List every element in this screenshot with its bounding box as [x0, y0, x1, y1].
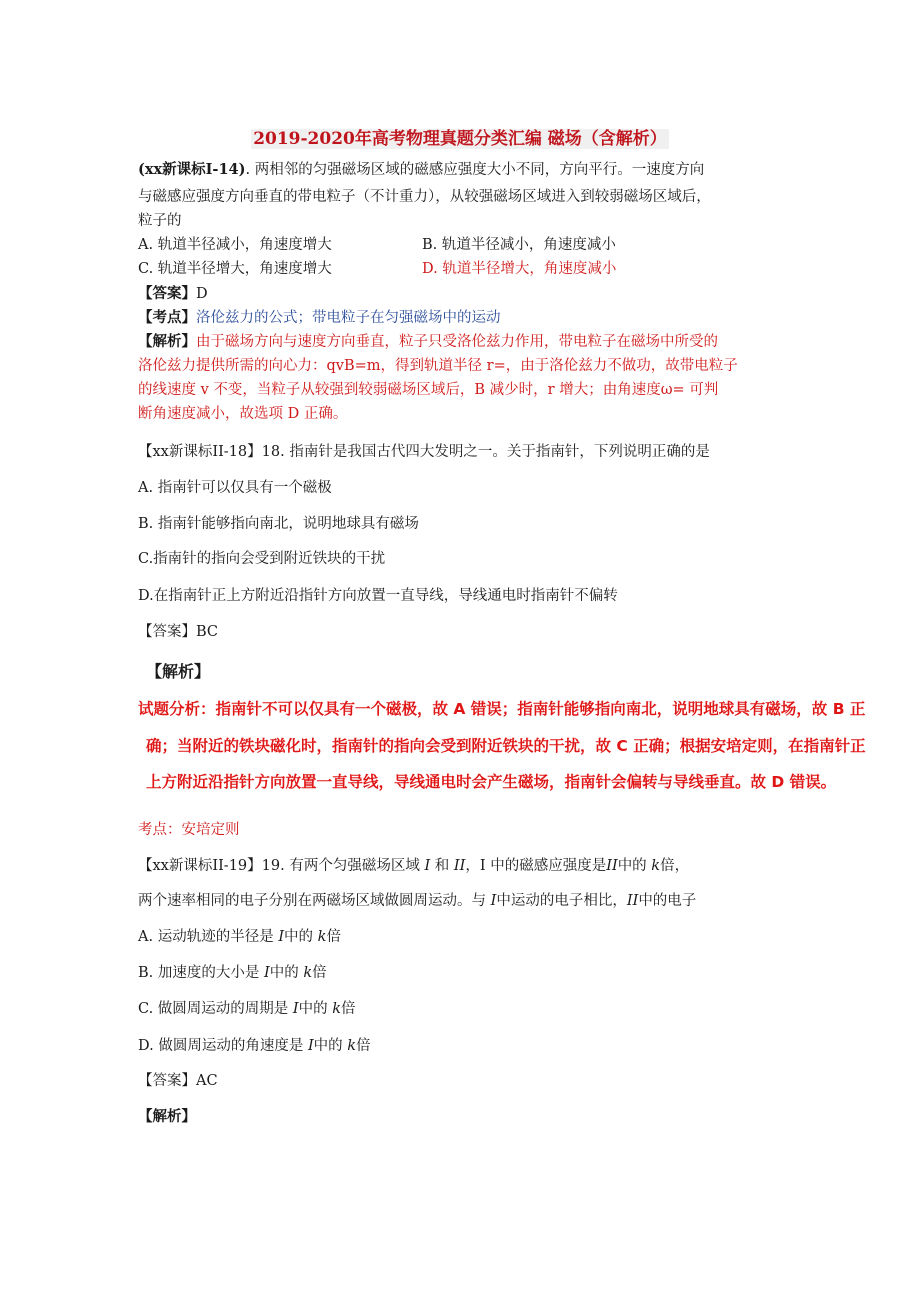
q1-option-a: A. 轨道半径减小，角速度增大 [138, 237, 332, 253]
q1-option-c: C. 轨道半径增大，角速度增大 [138, 261, 332, 277]
q2-analysis-label: 【解析】 [146, 662, 211, 681]
q1-option-b: B. 轨道半径减小，角速度减小 [422, 237, 616, 253]
q2-point: 考点：安培定则 [138, 822, 240, 838]
q1-analysis-line-1: 【解析】由于磁场方向与速度方向垂直，粒子只受洛伦兹力作用，带电粒子在磁场中所受的 [138, 333, 718, 350]
q3-option-a: A. 运动轨迹的半径是 I中的 k倍 [138, 929, 341, 945]
q3-answer: 【答案】AC [138, 1073, 218, 1089]
q1-analysis-line-4: 断角速度减小，故选项 D 正确。 [138, 406, 348, 422]
q3-stem-line-2: 两个速率相同的电子分别在两磁场区域做圆周运动。与 I中运动的电子相比，II中的电子 [138, 893, 697, 909]
q2-stem: 【xx新课标II-18】18. 指南针是我国古代四大发明之一。关于指南针，下列说明正确的是 [138, 444, 710, 460]
q3-option-b: B. 加速度的大小是 I中的 k倍 [138, 965, 327, 981]
q1-point: 【考点】洛伦兹力的公式；带电粒子在匀强磁场中的运动 [138, 309, 501, 326]
q3-stem-line-1: 【xx新课标II-19】19. 有两个匀强磁场区域 I 和 II，I 中的磁感应强度是II中的 k倍， [138, 858, 690, 874]
q3-option-c: C. 做圆周运动的周期是 I中的 k倍 [138, 1001, 356, 1017]
q1-stem-line-3: 粒子的 [138, 213, 182, 229]
q2-option-b: B. 指南针能够指向南北，说明地球具有磁场 [138, 516, 419, 532]
page-title: 2019-2020年高考物理真题分类汇编 磁场（含解析） [253, 129, 667, 149]
q1-stem-line-2: 与磁感应强度方向垂直的带电粒子（不计重力），从较强磁场区域进入到较弱磁场区域后， [138, 189, 711, 205]
q1-analysis-line-3: 的线速度 v 不变，当粒子从较强到较弱磁场区域后，B 减少时，r 增大；由角速度ω= 可判 [138, 382, 719, 398]
q2-analysis-line-2: 确；当附近的铁块磁化时，指南针的指向会受到附近铁块的干扰，故 C 正确；根据安培定则，在指南针正 [146, 737, 866, 755]
q3-analysis-label: 【解析】 [138, 1108, 196, 1125]
q2-analysis-line-3: 上方附近沿指针方向放置一直导线，导线通电时会产生磁场，指南针会偏转与导线垂直。故 D 错误。 [146, 773, 837, 791]
q1-stem-line-1: (xx新课标I-14). 两相邻的匀强磁场区域的磁感应强度大小不同，方向平行。一速度方向 [138, 161, 705, 178]
q1-option-d: D. 轨道半径增大，角速度减小 [422, 261, 617, 277]
q2-answer: 【答案】BC [138, 624, 219, 640]
q1-source: (xx新课标I-14) [138, 161, 246, 178]
q2-option-c: C.指南针的指向会受到附近铁块的干扰 [138, 551, 386, 567]
q2-analysis-line-1: 试题分析：指南针不可以仅具有一个磁极，故 A 错误；指南针能够指向南北，说明地球具有磁场，故 B 正 [138, 700, 866, 718]
q1-answer: 【答案】D [138, 285, 208, 302]
q2-option-a: A. 指南针可以仅具有一个磁极 [138, 480, 332, 496]
q3-option-d: D. 做圆周运动的角速度是 I中的 k倍 [138, 1038, 371, 1054]
q2-option-d: D.在指南针正上方附近沿指针方向放置一直导线，导线通电时指南针不偏转 [138, 588, 618, 604]
q1-analysis-line-2: 洛伦兹力提供所需的向心力：qvB=m，得到轨道半径 r=，由于洛伦兹力不做功，故带电粒子 [138, 358, 738, 374]
